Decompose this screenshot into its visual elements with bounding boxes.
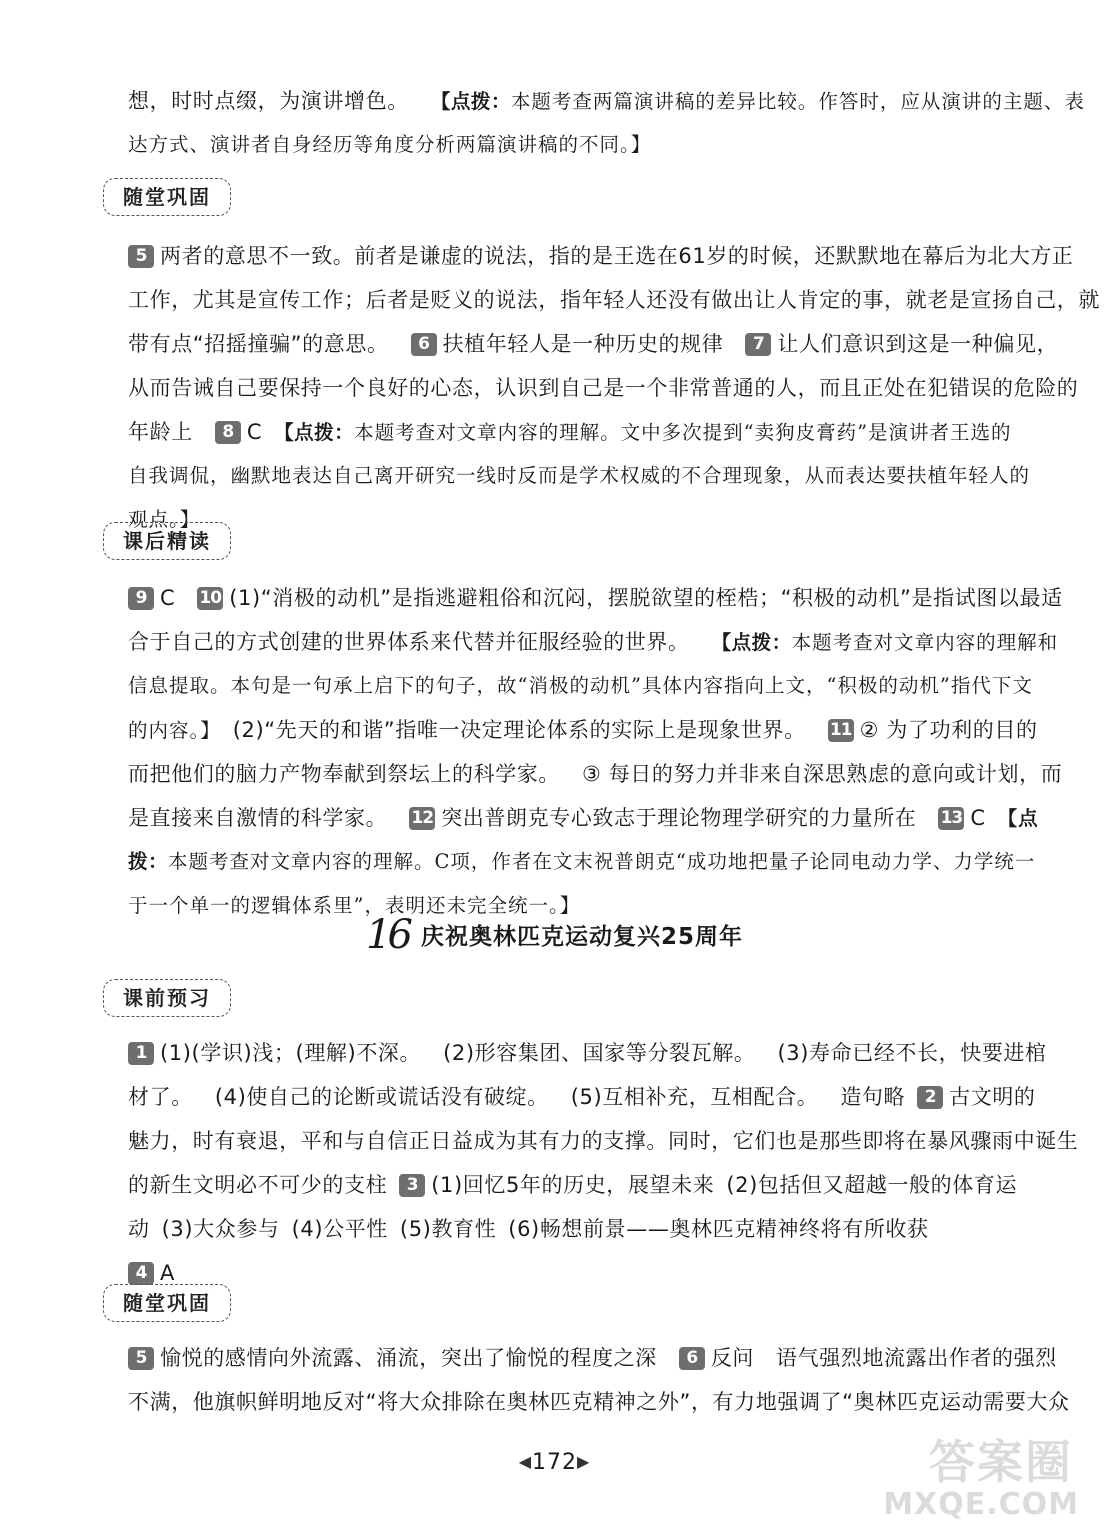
- answer-choice: C: [970, 806, 986, 830]
- answer-choice: C: [246, 420, 263, 444]
- text-line: [128, 1075, 1036, 1119]
- text-line: [128, 620, 1059, 664]
- lesson-title: [0, 912, 1109, 958]
- text-line: [128, 234, 1074, 278]
- answer-text: (3)大众参与: [161, 1217, 280, 1241]
- answer-text: 愉悦的感情向外流露、涌流，突出了愉悦的程度之深: [160, 1346, 657, 1370]
- answer-text: 让人们意识到这是一种偏见，: [777, 332, 1059, 356]
- answer-text: 语气强烈地流露出作者的强烈: [776, 1346, 1057, 1370]
- hint-label: 【点拨：: [274, 421, 355, 444]
- lesson-title-text: 庆祝奥林匹克运动复兴25周年: [420, 924, 743, 950]
- section-tag-preview: 课前预习: [103, 979, 231, 1017]
- answer-text: 年龄上: [128, 420, 193, 444]
- hint-text: 自我调侃，幽默地表达自己离开研究一线时反而是学术权威的不合理现象，从而表达要扶植年轻人的: [128, 464, 1031, 487]
- watermark-logo: [869, 1426, 1079, 1522]
- text-line: [128, 1336, 1057, 1380]
- question-number-badge: 4: [128, 1262, 154, 1285]
- question-number-badge: 3: [399, 1174, 425, 1197]
- text-line: [128, 752, 1063, 796]
- answer-block-in-class-2: [128, 1336, 1070, 1424]
- answer-text: (1)(学识)浅；(理解)不深。: [160, 1041, 422, 1065]
- question-number-badge: 2: [917, 1086, 943, 1109]
- text-line: [128, 79, 1085, 123]
- answer-text: 不满，他旗帜鲜明地反对“将大众排除在奥林匹克精神之外”，有力地强调了“奥林匹克运动需要大众: [128, 1390, 1070, 1414]
- text-line: [128, 498, 1008, 542]
- answer-block-after-class: [128, 576, 1063, 928]
- answer-choice: C: [160, 586, 176, 610]
- question-number-badge: 5: [128, 1347, 154, 1370]
- answer-text: (5)互相补充，互相配合。: [570, 1085, 819, 1109]
- answer-text: 材了。: [128, 1085, 193, 1109]
- question-number-badge: 6: [411, 333, 437, 356]
- text-line: [128, 1163, 1018, 1207]
- text-line: [128, 322, 1059, 366]
- text-line: [128, 1207, 1008, 1251]
- hint-text: 的内容。】: [128, 719, 221, 742]
- right-triangle-icon: ▶: [577, 1452, 591, 1471]
- text-line: [128, 796, 1039, 840]
- text-line: [128, 1251, 1008, 1295]
- text-line: [128, 1380, 1070, 1424]
- hint-label: 【点拨：: [711, 631, 792, 654]
- answer-text: 两者的意思不一致。前者是谦虚的说法，指的是王选在61岁的时候，还默默地在幕后为北大方正: [160, 244, 1074, 268]
- answer-text: 古文明的: [949, 1085, 1036, 1109]
- answer-text: ② 为了功利的目的: [859, 718, 1038, 742]
- section-tag-in-class: 随堂巩固: [103, 178, 231, 216]
- answer-text: 是直接来自激情的科学家。: [128, 806, 388, 830]
- text-line: [128, 576, 1063, 620]
- text-line: [128, 1119, 1079, 1163]
- answer-text: (1)“消极的动机”是指逃避粗俗和沉闷，摆脱欲望的桎梏；“积极的动机”是指试图以最适: [229, 586, 1063, 610]
- answer-text: (1)回忆5年的历史，展望未来: [431, 1173, 715, 1197]
- text-line: [128, 708, 1038, 752]
- section-tag-in-class: 随堂巩固: [103, 1284, 231, 1322]
- text-line: [128, 366, 1079, 410]
- answer-text: (2)形容集团、国家等分裂瓦解。: [443, 1041, 756, 1065]
- lesson-number: 16: [366, 912, 409, 958]
- text-line: [128, 278, 1100, 322]
- hint-text: 本题考查对文章内容的理解和: [791, 631, 1059, 654]
- answer-text: 扶植年轻人是一种历史的规律: [442, 332, 724, 356]
- hint-text: 达方式、演讲者自身经历等角度分析两篇演讲稿的不同。】: [128, 133, 652, 156]
- question-number-badge: 5: [128, 245, 154, 268]
- answer-text: 工作，尤其是宣传工作；后者是贬义的说法，指年轻人还没有做出让人肯定的事，就老是宣扬自己，就: [128, 288, 1100, 312]
- answer-text: (5)教育性: [399, 1217, 497, 1241]
- watermark-domain: MXQE.COM: [883, 1487, 1079, 1522]
- answer-block-in-class: [128, 234, 1100, 542]
- text-line: [128, 1031, 1047, 1075]
- question-number-badge: 7: [745, 333, 771, 356]
- hint-label: 【点: [997, 807, 1039, 830]
- question-number-badge: 10: [197, 587, 223, 610]
- answer-text: 想，时时点缀，为演讲增色。: [128, 89, 409, 113]
- answer-text: 合于自己的方式创建的世界体系来代替并征服经验的世界。: [128, 630, 690, 654]
- left-triangle-icon: ◀: [518, 1452, 532, 1471]
- question-number-badge: 8: [215, 421, 241, 444]
- answer-text: 从而告诫自己要保持一个良好的心态，认识到自己是一个非常普通的人，而且正处在犯错误的危险的: [128, 376, 1079, 400]
- text-line: [128, 454, 1031, 498]
- answer-text: (6)畅想前景——奥林匹克精神终将有所收获: [508, 1217, 929, 1241]
- text-line: [128, 664, 1033, 708]
- answer-text: 反问: [710, 1346, 755, 1370]
- answer-block-preview: [128, 1031, 1079, 1295]
- question-number-badge: 11: [828, 719, 854, 742]
- answer-text: (2)“先天的和谐”指唯一决定理论体系的实际上是现象世界。: [232, 718, 806, 742]
- question-number-badge: 1: [128, 1042, 154, 1065]
- hint-text: 本题考查对文章内容的理解。文中多次提到“卖狗皮膏药”是演讲者王选的: [354, 421, 1012, 444]
- hint-label: 拨：: [128, 850, 169, 873]
- hint-label: 【点拨：: [430, 90, 511, 113]
- question-number-badge: 12: [409, 807, 435, 830]
- text-line: [128, 410, 1012, 454]
- answer-text: 造句略: [840, 1085, 906, 1109]
- hint-text: 信息提取。本句是一句承上启下的句子，故“消极的动机”具体内容指向上文，“积极的动机”指代下文: [128, 674, 1033, 697]
- answer-text: 魅力，时有衰退，平和与自信正日益成为其有力的支撑。同时，它们也是那些即将在暴风骤雨中诞生: [128, 1129, 1079, 1153]
- text-line: [128, 840, 1036, 884]
- answer-text: 突出普朗克专心致志于理论物理学研究的力量所在: [441, 806, 917, 830]
- answer-text: (4)使自己的论断或谎话没有破绽。: [214, 1085, 549, 1109]
- hint-text: 本题考查两篇演讲稿的差异比较。作答时，应从演讲的主题、表: [510, 90, 1085, 113]
- question-number-badge: 9: [128, 587, 154, 610]
- text-line: [128, 123, 1008, 167]
- watermark-text: 答案圈: [929, 1435, 1073, 1489]
- answer-text: (3)寿命已经不长，快要进棺: [777, 1041, 1047, 1065]
- hint-text: 于一个单一的逻辑体系里”，表明还未完全统一。】: [128, 894, 581, 917]
- page-number-text: 172: [532, 1450, 577, 1475]
- answer-text: (2)包括但又超越一般的体育运: [726, 1173, 1018, 1197]
- answer-text: ③ 每日的努力并非来自深思熟虑的意向或计划，而: [582, 762, 1063, 786]
- answer-block-continued: [128, 79, 1085, 167]
- answer-text: (4)公平性: [291, 1217, 388, 1241]
- section-tag-after-class: 课后精读: [103, 522, 231, 560]
- answer-choice: A: [160, 1261, 175, 1285]
- hint-text: 观点。】: [128, 508, 201, 531]
- answer-text: 带有点“招摇撞骗”的意思。: [128, 332, 389, 356]
- answer-text: 的新生文明必不可少的支柱: [128, 1173, 388, 1197]
- answer-text: 而把他们的脑力产物奉献到祭坛上的科学家。: [128, 762, 560, 786]
- hint-text: 本题考查对文章内容的理解。C项，作者在文末祝普朗克“成功地把量子论同电动力学、力学统一: [168, 850, 1036, 873]
- answer-text: 动: [128, 1217, 150, 1241]
- question-number-badge: 6: [679, 1347, 705, 1370]
- question-number-badge: 13: [938, 807, 964, 830]
